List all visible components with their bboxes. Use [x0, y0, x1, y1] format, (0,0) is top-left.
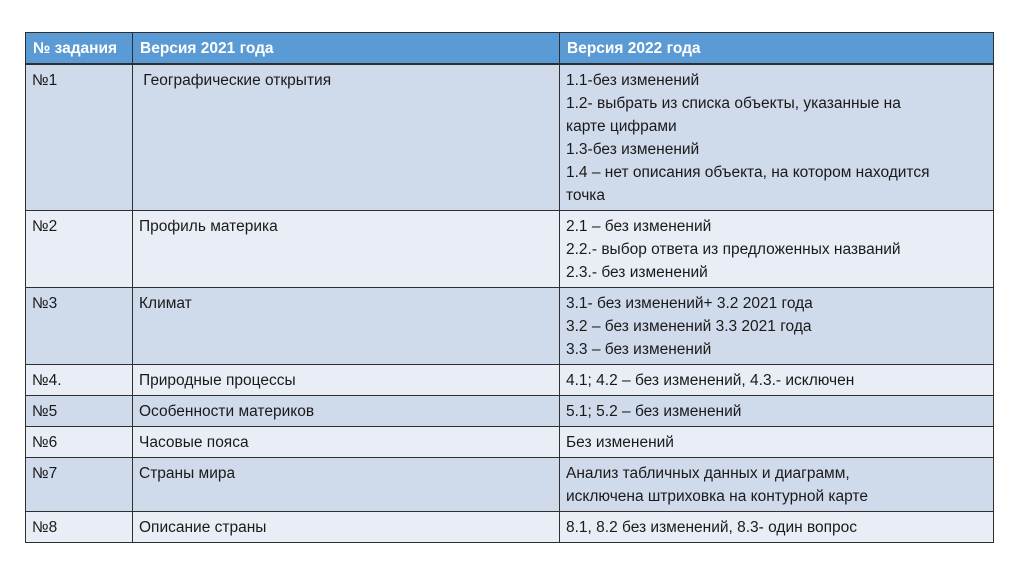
header-row	[26, 33, 994, 65]
header-version-2021: Версия 2021 года	[133, 33, 560, 65]
header-task-number: № задания	[26, 33, 133, 65]
table-row	[26, 365, 994, 396]
change-line: 3.2 – без изменений 3.3 2021 года	[566, 318, 812, 335]
table-row	[26, 512, 994, 543]
task-number-cell: №2	[26, 211, 133, 288]
change-line: 3.1- без изменений+ 3.2 2021 года	[566, 295, 813, 312]
change-line: 1.1-без изменений	[566, 72, 700, 89]
topic-2021-cell: Климат	[133, 288, 560, 365]
table-row	[26, 211, 994, 288]
change-line: 1.3-без изменений	[566, 141, 700, 158]
task-number-cell: №3	[26, 288, 133, 365]
change-line: 1.4 – нет описания объекта, на котором находится	[566, 164, 930, 181]
changes-2022-cell	[560, 512, 994, 543]
changes-2022-cell	[560, 365, 994, 396]
header-version-2022: Версия 2022 года	[560, 33, 994, 65]
change-line: карте цифрами	[566, 118, 677, 135]
task-number-cell: №6	[26, 427, 133, 458]
task-number-cell: №7	[26, 458, 133, 512]
topic-2021-cell: Описание страны	[133, 512, 560, 543]
table-row	[26, 288, 994, 365]
change-line: 2.2.- выбор ответа из предложенных названий	[566, 241, 901, 258]
topic-2021-cell: Профиль материка	[133, 211, 560, 288]
change-line: 8.1, 8.2 без изменений, 8.3- один вопрос	[566, 519, 858, 536]
task-number-cell: №4.	[26, 365, 133, 396]
change-line: 2.1 – без изменений	[566, 218, 712, 235]
changes-2022-cell	[560, 458, 994, 512]
changes-2022-cell	[560, 211, 994, 288]
task-number-cell: №5	[26, 396, 133, 427]
table-row	[26, 64, 994, 211]
changes-2022-cell	[560, 64, 994, 211]
changes-2022-cell	[560, 427, 994, 458]
topic-2021-cell: Часовые пояса	[133, 427, 560, 458]
topic-2021-cell: Географические открытия	[133, 64, 560, 211]
comparison-table	[25, 32, 994, 543]
table-row	[26, 458, 994, 512]
topic-2021-cell: Природные процессы	[133, 365, 560, 396]
change-line: исключена штриховка на контурной карте	[566, 488, 868, 505]
table-row	[26, 396, 994, 427]
change-line: 3.3 – без изменений	[566, 341, 712, 358]
change-line: точка	[566, 187, 606, 204]
table-row	[26, 427, 994, 458]
change-line: 1.2- выбрать из списка объекты, указанные на	[566, 95, 901, 112]
task-number-cell: №1	[26, 64, 133, 211]
changes-2022-cell	[560, 288, 994, 365]
change-line: Анализ табличных данных и диаграмм,	[566, 465, 850, 482]
change-line: 5.1; 5.2 – без изменений	[566, 403, 742, 420]
topic-2021-cell: Страны мира	[133, 458, 560, 512]
topic-2021-cell: Особенности материков	[133, 396, 560, 427]
change-line: 2.3.- без изменений	[566, 264, 708, 281]
change-line: 4.1; 4.2 – без изменений, 4.3.- исключен	[566, 372, 855, 389]
change-line: Без изменений	[566, 434, 674, 451]
changes-2022-cell	[560, 396, 994, 427]
task-number-cell: №8	[26, 512, 133, 543]
